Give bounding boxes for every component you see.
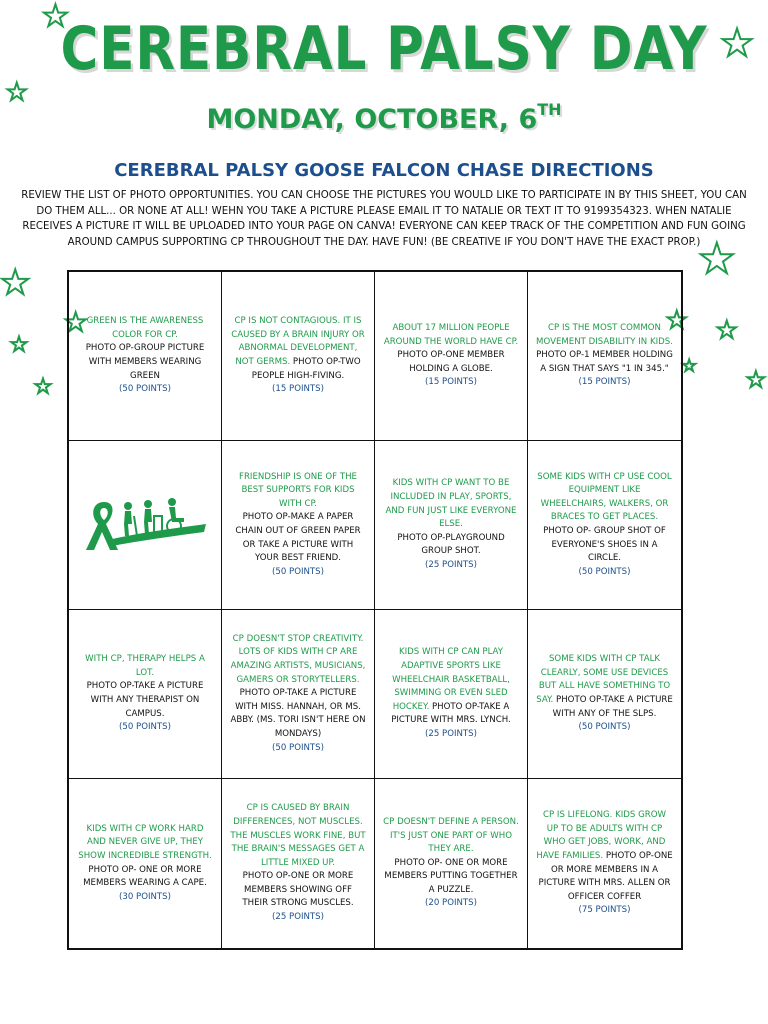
cell-fact: SOME KIDS WITH CP TALK CLEARLY, SOME USE DEVICES BUT ALL HAVE SOMETHING TO SAY.: [536, 654, 671, 705]
grid-cell: [222, 779, 375, 948]
cell-fact: CP IS THE MOST COMMON MOVEMENT DISABILITY IN KIDS.: [536, 323, 673, 347]
star-icon: ★: [10, 332, 28, 356]
cell-fact: CP IS LIFELONG. KIDS GROW UP TO BE ADULTS WITH CP WHO GET JOBS, WORK, AND HAVE FAMILIES.: [536, 810, 666, 861]
cell-points: (25 POINTS): [425, 559, 477, 570]
cell-points: (25 POINTS): [272, 912, 324, 923]
cell-fact: KIDS WITH CP CAN PLAY ADAPTIVE SPORTS LIKE WHEELCHAIR BASKETBALL, SWIMMING OR EVEN SLED HOCKEY.: [392, 647, 510, 712]
grid-cell: [222, 610, 375, 779]
cell-fact: KIDS WITH CP WORK HARD AND NEVER GIVE UP, THEY SHOW INCREDIBLE STRENGTH.: [78, 823, 212, 861]
cell-photo-op: PHOTO OP- GROUP SHOT OF EVERYONE'S SHOES IN A CIRCLE.: [543, 526, 666, 564]
cell-points: (75 POINTS): [578, 905, 631, 916]
cell-points: (15 POINTS): [578, 377, 631, 388]
grid-cell: [375, 779, 528, 948]
cell-fact: CP IS NOT CONTAGIOUS. IT IS CAUSED BY A BRAIN INJURY OR ABNORMAL DEVELOPMENT, NOT GERMS.: [231, 316, 365, 367]
star-icon: ★: [6, 78, 28, 106]
grid-cell-logo: [69, 441, 222, 610]
cell-points: (15 POINTS): [425, 377, 477, 388]
star-icon: ★: [64, 308, 88, 338]
cell-points: (50 POINTS): [272, 742, 324, 753]
directions-paragraph: REVIEW THE LIST OF PHOTO OPPORTUNITIES. YOU CAN CHOOSE THE PICTURES YOU WOULD LIKE TO PARTICIPATE IN BY THIS SHEET, YOU CAN DO THEM ALL... OR NONE AT ALL! WEHN YOU TAKE A PICTURE PLEASE EMAIL IT TO NATALIE OR TEXT IT TO 9199354323. WHEN NATALIE RECEIVES A PICTURE IT WILL BE UPLOADED INTO YOUR PAGE ON CANVA! EVERYONE CAN KEEP TRACK OF THE COMPETITION AND FUN GOING AROUND CAMPUS SUPPORTING CP THROUGHOUT THE DAY. HAVE FUN! (BE CREATIVE IF YOU DON'T HAVE THE EXACT PROP.): [21, 190, 747, 248]
star-icon: ★: [42, 0, 69, 34]
grid-cell: [69, 779, 222, 948]
cell-photo-op: PHOTO OP-TAKE A PICTURE WITH ANY OF THE SLPS.: [552, 695, 673, 719]
star-icon: ★: [716, 316, 738, 344]
cell-photo-op: PHOTO OP-ONE OR MORE MEMBERS SHOWING OFF THEIR STRONG MUSCLES.: [242, 871, 354, 909]
grid-cell: [69, 610, 222, 779]
cell-points: (50 POINTS): [119, 384, 171, 395]
grid-cell: [528, 610, 681, 779]
cell-fact: KIDS WITH CP WANT TO BE INCLUDED IN PLAY, SPORTS, AND FUN JUST LIKE EVERYONE ELSE.: [385, 478, 517, 530]
cell-photo-op: PHOTO OP-TAKE A PICTURE WITH MISS. HANNAH, OR MS. ABBY. (MS. TORI ISN'T HERE ON MONDAYS): [230, 688, 366, 739]
page-title: CEREBRAL PALSY DAY: [60, 14, 708, 84]
cell-points: (15 POINTS): [272, 384, 324, 395]
cell-points: (50 POINTS): [578, 566, 631, 577]
cell-photo-op: PHOTO OP-TWO PEOPLE HIGH-FIVING.: [251, 357, 361, 381]
star-icon: ★: [0, 263, 31, 303]
grid-cell: [222, 441, 375, 610]
cell-photo-op: PHOTO OP-TAKE A PICTURE WITH ANY THERAPIST ON CAMPUS.: [86, 681, 204, 719]
cell-photo-op: PHOTO OP-ONE MEMBER HOLDING A GLOBE.: [397, 350, 505, 374]
cell-points: (50 POINTS): [119, 722, 171, 733]
grid-cell: [375, 272, 528, 441]
cp-awareness-ribbon-icon: [82, 494, 208, 556]
cell-fact: CP DOESN'T DEFINE A PERSON. IT'S JUST ONE PART OF WHO THEY ARE.: [383, 816, 519, 855]
section-subtitle: CEREBRAL PALSY GOOSE FALCON CHASE DIRECTIONS: [114, 160, 654, 181]
photo-opportunity-grid: [67, 270, 683, 950]
event-date: MONDAY, OCTOBER, 6TH: [206, 100, 562, 135]
star-icon: ★: [746, 368, 766, 393]
cell-points: (20 POINTS): [425, 898, 477, 909]
cell-fact: SOME KIDS WITH CP USE COOL EQUIPMENT LIKE WHEELCHAIRS, WALKERS, OR BRACES TO GET PLACES.: [537, 471, 672, 523]
grid-cell: [375, 610, 528, 779]
star-icon: ★: [666, 306, 688, 334]
cell-photo-op: PHOTO OP-MAKE A PAPER CHAIN OUT OF GREEN PAPER OR TAKE A PICTURE WITH YOUR BEST FRIEND.: [235, 512, 361, 564]
cell-fact: ABOUT 17 MILLION PEOPLE AROUND THE WORLD HAVE CP.: [383, 323, 519, 347]
cell-points: (50 POINTS): [272, 566, 324, 577]
grid-cell: [528, 779, 681, 948]
cell-points: (30 POINTS): [119, 891, 171, 902]
grid-cell: [375, 441, 528, 610]
cell-photo-op: PHOTO OP-ONE OR MORE MEMBERS IN A PICTURE WITH MRS. ALLEN OR OFFICER COFFER: [538, 850, 673, 902]
cell-photo-op: PHOTO OP-PLAYGROUND GROUP SHOT.: [397, 532, 505, 557]
star-icon: ★: [720, 21, 755, 65]
star-icon: ★: [682, 356, 697, 375]
star-icon: ★: [34, 374, 52, 398]
grid-cell: [222, 272, 375, 441]
cell-fact: GREEN IS THE AWARENESS COLOR FOR CP.: [86, 316, 204, 340]
cell-fact: CP DOESN'T STOP CREATIVITY. LOTS OF KIDS WITH CP ARE AMAZING ARTISTS, MUSICIANS, GAMERS OR STORYTELLERS.: [230, 633, 366, 685]
cell-fact: FRIENDSHIP IS ONE OF THE BEST SUPPORTS FOR KIDS WITH CP.: [239, 471, 357, 509]
cell-photo-op: PHOTO OP-1 MEMBER HOLDING A SIGN THAT SAYS "1 IN 345.": [536, 350, 673, 374]
grid-cell: [69, 272, 222, 441]
cell-fact: CP IS CAUSED BY BRAIN DIFFERENCES, NOT MUSCLES. THE MUSCLES WORK FINE, BUT THE BRAIN'S MESSAGES GET A LITTLE MIXED UP.: [230, 803, 366, 868]
cell-photo-op: PHOTO OP- ONE OR MORE MEMBERS WEARING A CAPE.: [83, 864, 207, 889]
cell-fact: WITH CP, THERAPY HELPS A LOT.: [85, 654, 205, 678]
cell-photo-op: PHOTO OP-GROUP PICTURE WITH MEMBERS WEARING GREEN: [85, 343, 205, 381]
cell-points: (25 POINTS): [425, 728, 477, 739]
grid-cell: [528, 272, 681, 441]
cell-photo-op: PHOTO OP-TAKE A PICTURE WITH MRS. LYNCH.: [391, 701, 511, 726]
cell-points: (50 POINTS): [578, 722, 631, 733]
star-icon: ★: [698, 234, 736, 283]
cell-photo-op: PHOTO OP- ONE OR MORE MEMBERS PUTTING TOGETHER A PUZZLE.: [384, 857, 518, 895]
grid-cell: [528, 441, 681, 610]
